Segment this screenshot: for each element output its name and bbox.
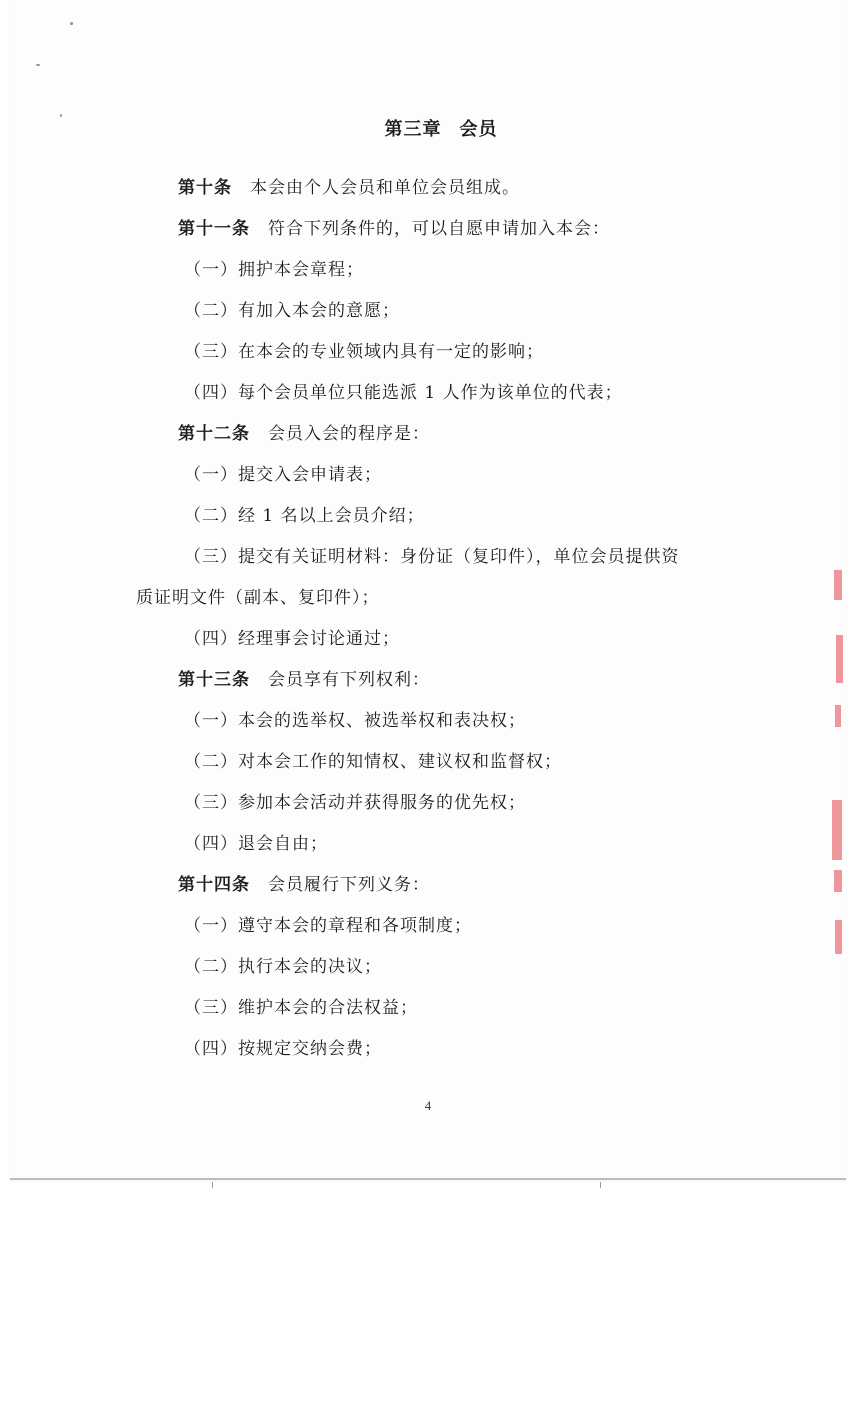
list-item bbox=[136, 1029, 736, 1070]
list-item bbox=[136, 701, 736, 742]
list-item bbox=[136, 250, 736, 291]
seal-edge-mark bbox=[832, 800, 842, 860]
scan-speck bbox=[60, 114, 62, 117]
item-text: （四）按规定交纳会费； bbox=[184, 1039, 382, 1059]
list-item bbox=[136, 455, 736, 496]
item-text: 质证明文件（副本、复印件）； bbox=[136, 588, 380, 608]
document-body bbox=[136, 116, 736, 1070]
article-line bbox=[136, 414, 736, 455]
item-text: （三）维护本会的合法权益； bbox=[184, 998, 418, 1018]
list-item bbox=[136, 988, 736, 1029]
list-item bbox=[136, 373, 736, 414]
list-item bbox=[136, 291, 736, 332]
article-line bbox=[136, 865, 736, 906]
item-text: （四）每个会员单位只能选派 1 人作为该单位的代表； bbox=[184, 383, 623, 403]
item-text: （三）提交有关证明材料：身份证（复印件），单位会员提供资 bbox=[184, 547, 680, 567]
scan-speck bbox=[36, 64, 40, 66]
list-item bbox=[136, 906, 736, 947]
item-text: （一）提交入会申请表； bbox=[184, 465, 382, 485]
list-item bbox=[136, 332, 736, 373]
article-text: 本会由个人会员和单位会员组成。 bbox=[250, 178, 520, 198]
list-item bbox=[136, 824, 736, 865]
item-text: （一）遵守本会的章程和各项制度； bbox=[184, 916, 472, 936]
scanned-page bbox=[10, 0, 846, 1180]
article-number: 第十三条 bbox=[178, 670, 250, 690]
article-text: 会员入会的程序是： bbox=[268, 424, 430, 444]
seal-edge-mark bbox=[835, 705, 841, 727]
item-text: （二）对本会工作的知情权、建议权和监督权； bbox=[184, 752, 562, 772]
item-text: （三）在本会的专业领域内具有一定的影响； bbox=[184, 342, 544, 362]
item-text: （一）本会的选举权、被选举权和表决权； bbox=[184, 711, 526, 731]
article-line bbox=[136, 660, 736, 701]
item-text: （一）拥护本会章程； bbox=[184, 260, 364, 280]
page-number: 4 bbox=[424, 1098, 432, 1113]
item-text: （二）经 1 名以上会员介绍； bbox=[184, 506, 425, 526]
article-text: 会员履行下列义务： bbox=[268, 875, 430, 895]
item-text: （二）执行本会的决议； bbox=[184, 957, 382, 977]
seal-edge-mark bbox=[835, 920, 842, 954]
seal-edge-mark bbox=[834, 870, 842, 892]
list-item-continuation bbox=[136, 578, 736, 619]
list-item bbox=[136, 619, 736, 660]
scan-edge-tick bbox=[600, 1182, 601, 1188]
article-list bbox=[136, 168, 736, 1070]
article-text: 会员享有下列权利： bbox=[268, 670, 430, 690]
scan-edge-tick bbox=[212, 1182, 213, 1188]
item-text: （二）有加入本会的意愿； bbox=[184, 301, 400, 321]
list-item bbox=[136, 537, 736, 578]
list-item bbox=[136, 496, 736, 537]
list-item bbox=[136, 742, 736, 783]
chapter-heading bbox=[136, 116, 736, 144]
article-line bbox=[136, 168, 736, 209]
item-text: （四）经理事会讨论通过； bbox=[184, 629, 400, 649]
list-item bbox=[136, 947, 736, 988]
chapter-name: 会员 bbox=[459, 119, 498, 140]
chapter-title: 第三章 bbox=[384, 119, 442, 140]
seal-edge-mark bbox=[834, 570, 842, 600]
item-text: （四）退会自由； bbox=[184, 834, 328, 854]
article-line bbox=[136, 209, 736, 250]
list-item bbox=[136, 783, 736, 824]
article-number: 第十条 bbox=[178, 178, 232, 198]
scan-speck bbox=[70, 22, 73, 25]
article-number: 第十四条 bbox=[178, 875, 250, 895]
article-number: 第十二条 bbox=[178, 424, 250, 444]
item-text: （三）参加本会活动并获得服务的优先权； bbox=[184, 793, 526, 813]
article-number: 第十一条 bbox=[178, 219, 250, 239]
seal-edge-mark bbox=[836, 635, 843, 683]
article-text: 符合下列条件的，可以自愿申请加入本会： bbox=[268, 219, 610, 239]
